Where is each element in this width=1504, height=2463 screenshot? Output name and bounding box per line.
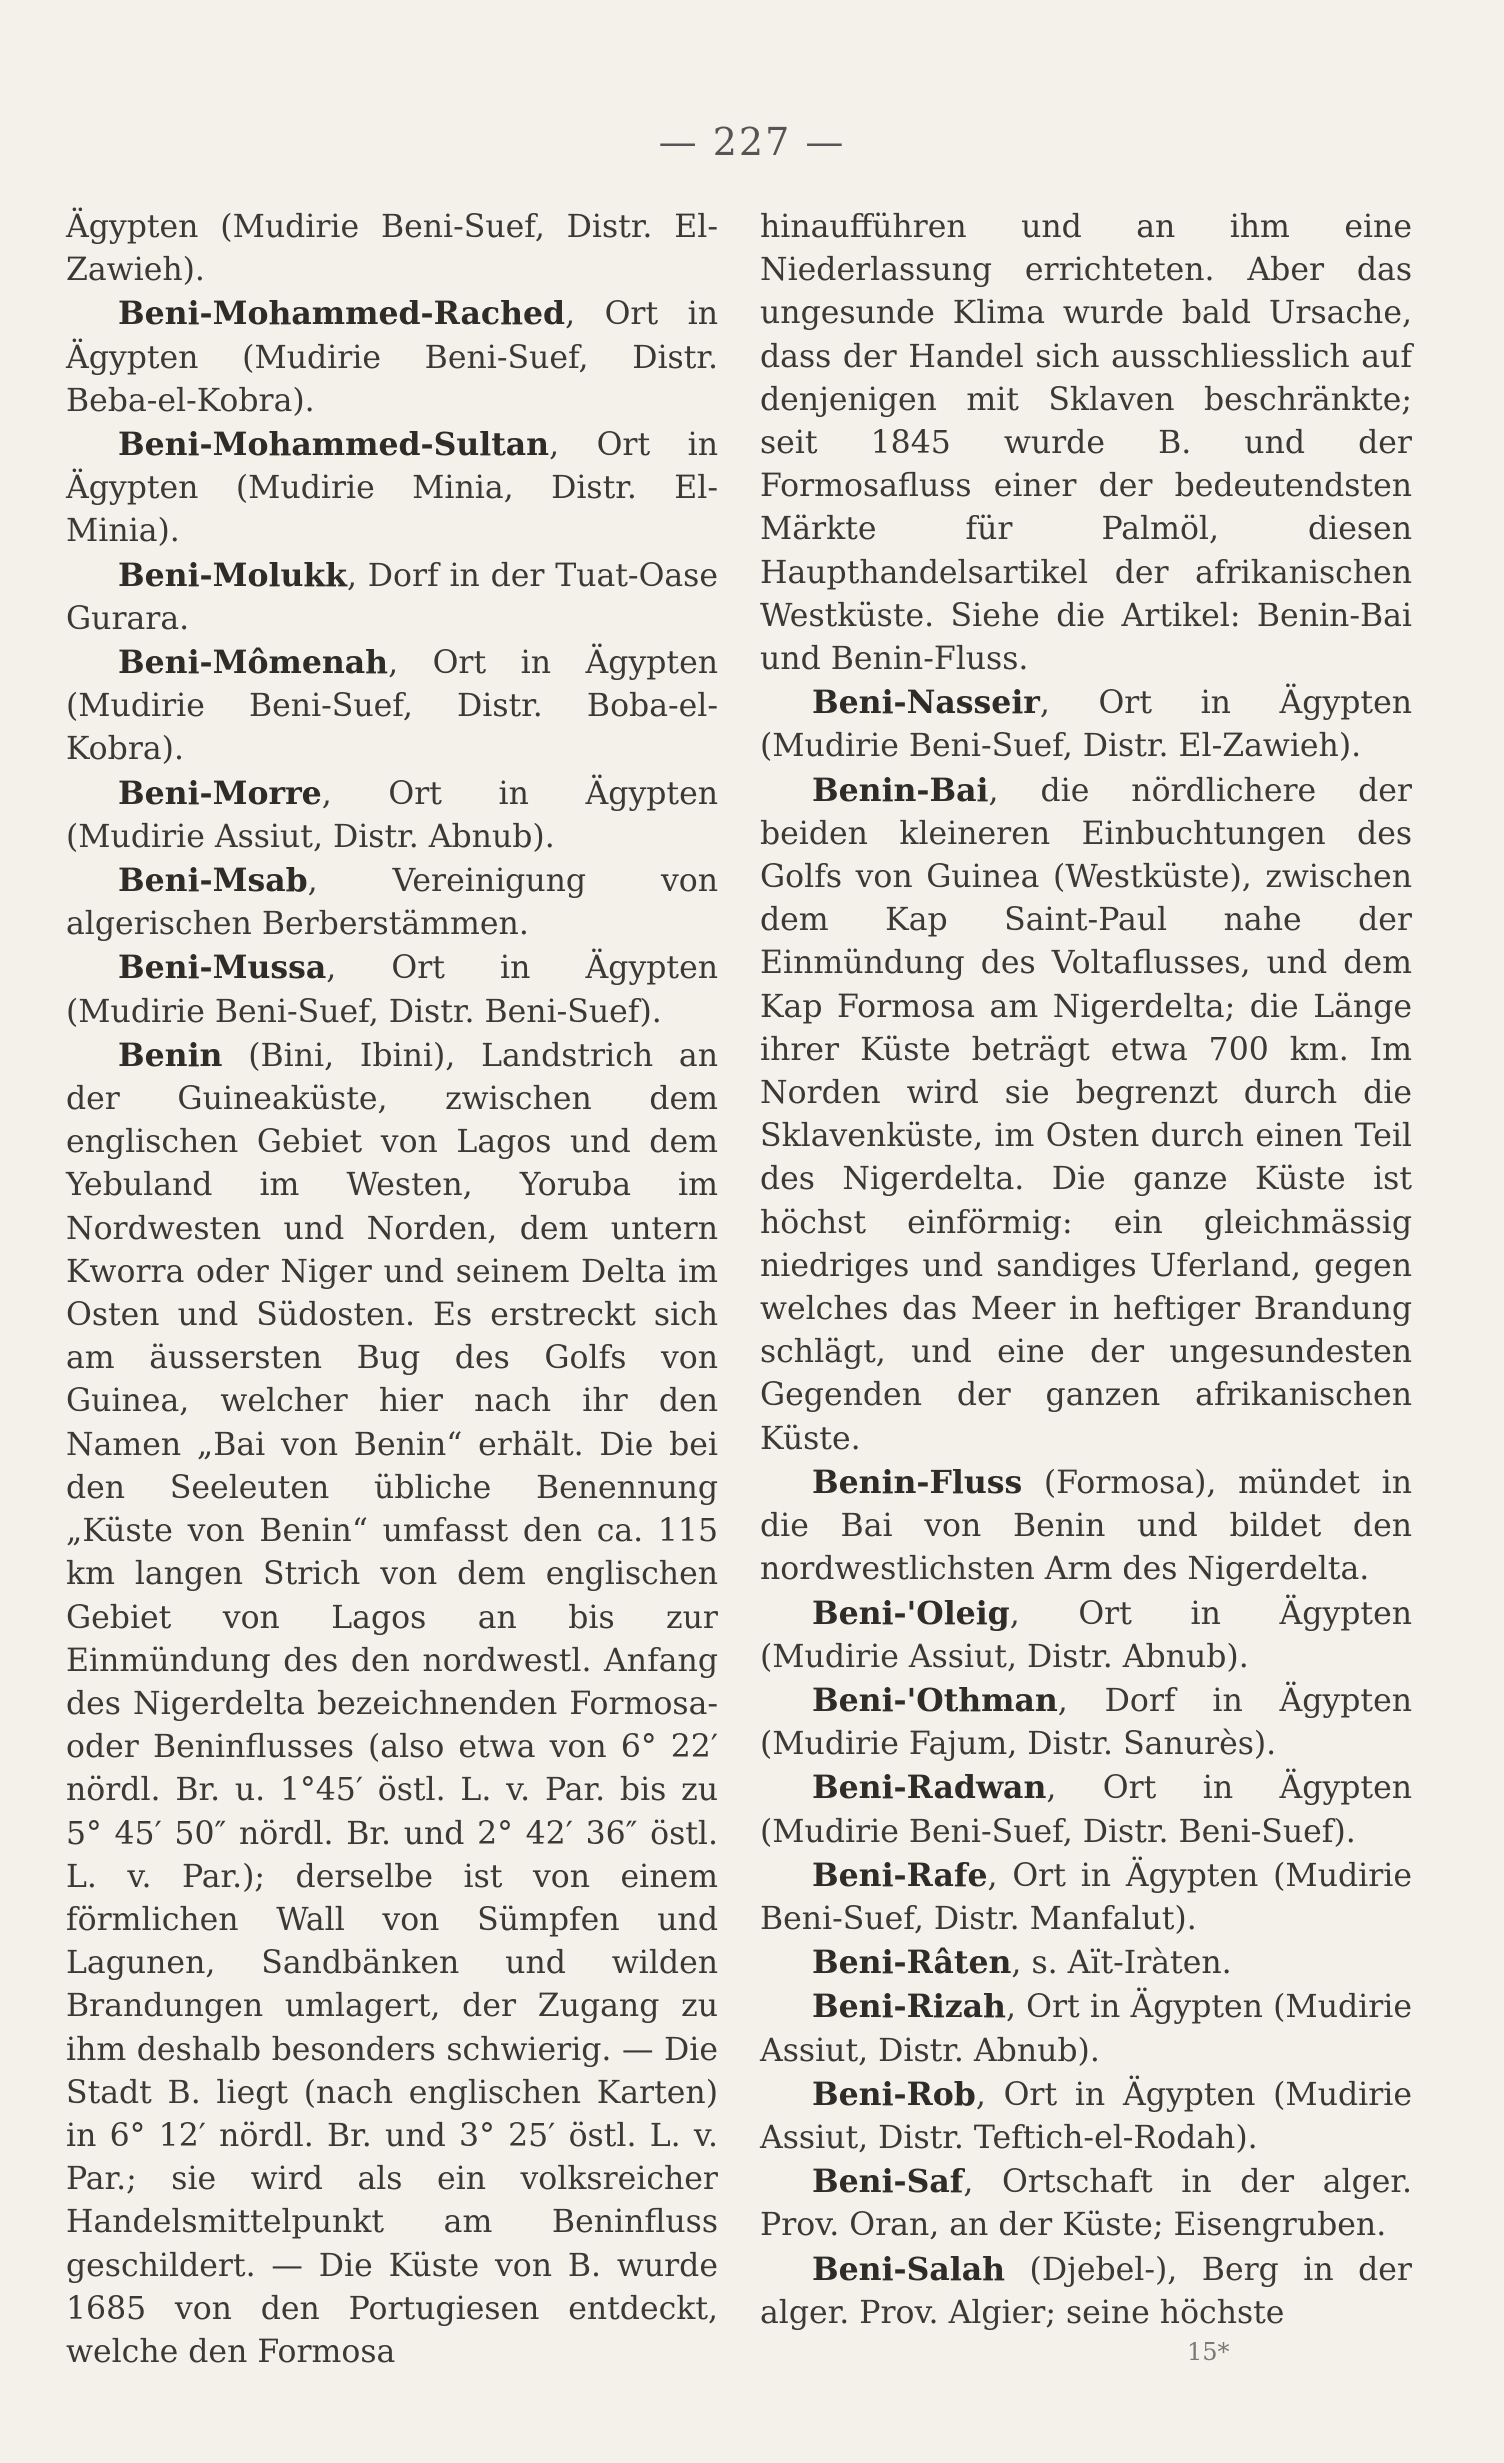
entry-text: , Ort in Ägypten (Mudirie Assiut, Distr. Abnub). — [66, 775, 718, 855]
entry-text: hinaufführen und an ihm eine Niederlassung errichteten. Aber das ungesunde Klima wurde bald Ursache, dass der Handel sich ausschliesslich auf denjenigen mit Sklaven beschränkte; seit 1845 wurde B. und der Formosafluss einer der bedeutendsten Märkte für Palmöl, diesen Haupthandelsartikel der afrikanischen Westküste. Siehe die Artikel: Benin-Bai und Benin-Fluss. — [760, 209, 1412, 678]
entry-text: , Ort in Ägypten (Mudirie Assiut, Distr. Abnub). — [760, 1595, 1412, 1675]
entry-text: (Formosa), mündet in die Bai von Benin und bildet den nordwestlichsten Arm des Nigerdelta. — [760, 1464, 1412, 1588]
entry — [66, 859, 718, 946]
entry-text: , Dorf in der Tuat-Oase Gurara. — [66, 557, 718, 637]
entry-headword: Beni-'Othman — [812, 1681, 1058, 1719]
entry — [760, 1854, 1412, 1941]
entry — [760, 769, 1412, 1461]
entry — [760, 1766, 1412, 1853]
entry — [760, 1592, 1412, 1679]
entry-headword: Benin-Bai — [812, 771, 989, 809]
entry-headword: Beni-Nasseir — [812, 684, 1040, 722]
entry-text: , Ortschaft in der alger. Prov. Oran, an der Küste; Eisengruben. — [760, 2164, 1412, 2244]
entry-headword: Beni-Mohammed-Sultan — [118, 426, 550, 464]
entry-text: , Ort in Ägypten (Mudirie Assiut, Distr. Abnub). — [760, 1989, 1412, 2069]
entry-headword: Beni-Mohammed-Rached — [118, 295, 566, 333]
entry-headword: Beni-Rafe — [812, 1856, 988, 1894]
entry-headword: Beni-Radwan — [812, 1769, 1047, 1807]
entry-text: , Ort in Ägypten (Mudirie Beni-Suef, Distr. Boba-el-Kobra). — [66, 645, 718, 768]
entry — [760, 1679, 1412, 1766]
entry — [760, 1985, 1412, 2072]
entry-text: , Ort in Ägypten (Mudirie Beni-Suef, Distr. Beni-Suef). — [760, 1770, 1412, 1850]
entry-continuation — [760, 205, 1412, 681]
entry-text: , Ort in Ägypten (Mudirie Beni-Suef, Distr. Beni-Suef). — [66, 950, 718, 1030]
entry-text: , s. Aït-Iràten. — [1011, 1945, 1232, 1982]
entry — [66, 641, 718, 772]
entry-headword: Beni-Molukk — [118, 556, 348, 594]
right-column — [760, 205, 1412, 2335]
entry-headword: Beni-Rob — [812, 2075, 976, 2113]
entry — [66, 554, 718, 641]
entry-text: (Bini, Ibini), Landstrich an der Guineaküste, zwischen dem englischen Gebiet von Lagos und dem Yebuland im Westen, Yoruba im Nordwesten und Norden, dem untern Kworra oder Niger und seinem Delta im Osten und Südosten. Es erstreckt sich am äussersten Bug des Golfs von Guinea, welcher hier nach ihr den Namen „Bai von Benin“ erhält. Die bei den Seeleuten übliche Benennung „Küste von Benin“ umfasst den ca. 115 km langen Strich von dem englischen Gebiet von Lagos an bis zur Einmündung des den nordwestl. Anfang des Nigerdelta bezeichnenden Formosa- oder Beninflusses (also etwa von 6° 22′ nördl. Br. u. 1°45′ östl. L. v. Par. bis zu 5° 45′ 50″ nördl. Br. und 2° 42′ 36″ östl. L. v. Par.); derselbe ist von einem förmlichen Wall von Sümpfen und Lagunen, Sandbänken und wilden Brandungen umlagert, der Zugang zu ihm deshalb besonders schwierig. — Die Stadt B. liegt (nach englischen Karten) in 6° 12′ nördl. Br. und 3° 25′ östl. L. v. Par.; sie wird als ein volksreicher Handelsmittelpunkt am Beninfluss geschildert. — Die Küste von B. wurde 1685 von den Portugiesen entdeckt, welche den Formosa — [66, 1037, 718, 2370]
entry-headword: Benin-Fluss — [812, 1463, 1023, 1501]
entry-headword: Beni-Mussa — [118, 949, 327, 987]
entry-text: , Ort in Ägypten (Mudirie Beni-Suef, Distr. Manfalut). — [760, 1857, 1412, 1937]
entry-headword: Beni-'Oleig — [812, 1594, 1010, 1632]
entry-headword: Beni-Râten — [812, 1944, 1012, 1982]
entry — [66, 292, 718, 423]
entry-text: , Vereinigung von algerischen Berberstämmen. — [66, 863, 718, 943]
entry — [760, 2073, 1412, 2160]
entry-headword: Beni-Msab — [118, 862, 308, 900]
entry — [66, 423, 718, 554]
entry-text: , Ort in Ägypten (Mudirie Beni-Suef, Distr. Beba-el-Kobra). — [66, 296, 718, 419]
entry-headword: Beni-Mômenah — [118, 644, 389, 682]
entry — [66, 946, 718, 1033]
entry — [66, 1034, 718, 2374]
entry-headword: Beni-Rizah — [812, 1988, 1006, 2026]
entry-headword: Beni-Morre — [118, 774, 322, 812]
entry-headword: Benin — [118, 1036, 223, 1074]
left-column — [66, 205, 718, 2374]
entry-text: , die nördlichere der beiden kleineren Einbuchtungen des Golfs von Guinea (Westküste), zwischen dem Kap Saint-Paul nahe der Einmündung des Voltaflusses, und dem Kap Formosa am Nigerdelta; die Länge ihrer Küste beträgt etwa 700 km. Im Norden wird sie begrenzt durch die Sklavenküste, im Osten durch einen Teil des Nigerdelta. Die ganze Küste ist höchst einförmig: ein gleichmässig niedriges und sandiges Uferland, gegen welches das Meer in heftiger Brandung schlägt, und eine der ungesundesten Gegenden der ganzen afrikanischen Küste. — [760, 772, 1412, 1457]
entry-headword: Beni-Saf — [812, 2163, 964, 2201]
entry-text: Ägypten (Mudirie Beni-Suef, Distr. El-Zawieh). — [66, 209, 718, 289]
entry-text: , Ort in Ägypten (Mudirie Minia, Distr. El-Minia). — [66, 427, 718, 550]
entry-headword: Beni-Salah — [812, 2250, 1006, 2288]
entry — [760, 681, 1412, 768]
entry-text: , Ort in Ägypten (Mudirie Assiut, Distr. Teftich-el-Rodah). — [760, 2076, 1412, 2156]
entry-text: (Djebel-), Berg in der alger. Prov. Algier; seine höchste — [760, 2251, 1412, 2331]
entry-continuation — [66, 205, 718, 292]
entry — [66, 772, 718, 859]
entry — [760, 1941, 1412, 1985]
entry-text: , Dorf in Ägypten (Mudirie Fajum, Distr. Sanurès). — [760, 1682, 1412, 1763]
entry — [760, 2248, 1412, 2335]
entry — [760, 2160, 1412, 2247]
page-number: — 227 — — [658, 120, 846, 164]
entry — [760, 1461, 1412, 1592]
entry-text: , Ort in Ägypten (Mudirie Beni-Suef, Distr. El-Zawieh). — [760, 685, 1412, 765]
printer-signature-mark: 15* — [1187, 2338, 1230, 2366]
